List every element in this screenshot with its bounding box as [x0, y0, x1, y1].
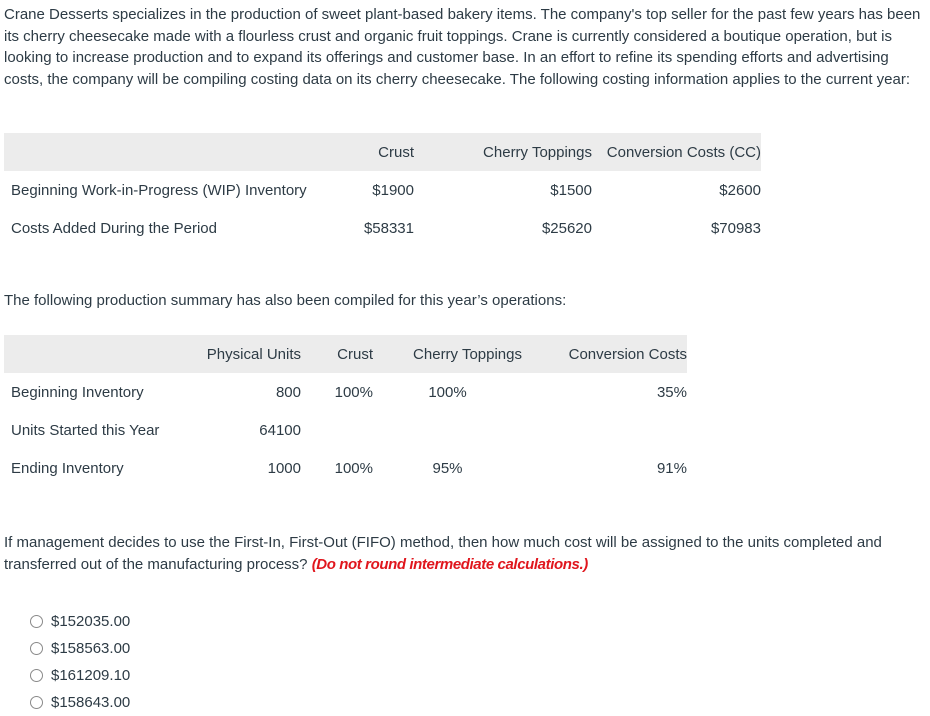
- table-row: [4, 373, 687, 411]
- radio-button[interactable]: [30, 669, 43, 682]
- toppings-pct: 100%: [428, 383, 467, 401]
- costing-header-blank: [4, 133, 334, 171]
- toppings-value: $25620: [541, 219, 592, 237]
- table-row: [4, 209, 761, 247]
- production-header-conversion: Conversion Costs: [522, 335, 687, 373]
- units-value: 64100: [259, 421, 301, 439]
- costing-header-crust: Crust: [334, 133, 414, 171]
- crust-pct: 100%: [334, 383, 373, 401]
- production-header-toppings: Cherry Toppings: [373, 335, 522, 373]
- option-label[interactable]: $161209.10: [51, 667, 131, 684]
- units-value: 800: [275, 383, 301, 401]
- row-label: Beginning Inventory: [11, 383, 144, 401]
- answer-option[interactable]: [30, 608, 130, 635]
- answer-option[interactable]: [30, 689, 130, 716]
- costing-table: [4, 133, 761, 247]
- question-text: [4, 532, 926, 576]
- question-body: If management decides to use the First-In, First-Out (FIFO) method, then how much cost will be assigned to the units completed and transferred out of the manufacturing process?: [4, 534, 882, 573]
- toppings-pct: [373, 411, 522, 449]
- conversion-pct: 91%: [656, 459, 687, 477]
- crust-pct: 100%: [334, 459, 373, 477]
- answer-option[interactable]: [30, 635, 130, 662]
- table-row: [4, 411, 687, 449]
- production-header-units: Physical Units: [194, 335, 301, 373]
- row-label: Ending Inventory: [11, 459, 124, 477]
- costing-table-header: [4, 133, 761, 171]
- production-table-header: [4, 335, 687, 373]
- rounding-note: (Do not round intermediate calculations.): [311, 556, 588, 573]
- conversion-value: $2600: [719, 181, 761, 199]
- production-header-crust: Crust: [301, 335, 373, 373]
- costing-header-toppings: Cherry Toppings: [414, 133, 592, 171]
- option-label[interactable]: $158643.00: [51, 694, 131, 711]
- option-label[interactable]: $152035.00: [51, 613, 131, 630]
- answer-options: [30, 608, 130, 716]
- conversion-pct: 35%: [656, 383, 687, 401]
- toppings-value: $1500: [550, 181, 592, 199]
- costing-header-conversion: Conversion Costs (CC): [592, 133, 761, 171]
- toppings-pct: 95%: [432, 459, 463, 477]
- production-summary-table: [4, 335, 687, 487]
- crust-pct: [301, 411, 373, 449]
- row-label: Units Started this Year: [11, 421, 160, 439]
- crust-value: $58331: [363, 219, 414, 237]
- answer-option[interactable]: [30, 662, 130, 689]
- crust-value: $1900: [372, 181, 414, 199]
- production-header-blank: [4, 335, 194, 373]
- problem-intro: Crane Desserts specializes in the production of sweet plant-based bakery items. The company's top seller for the past few years has been its cherry cheesecake made with a flourless crust and organic fruit toppings. Crane is currently considered a boutique operation, but is looking to increase production and to expand its offerings and customer base. In an effort to refine its spending efforts and advertising costs, the company will be compiling costing data on its cherry cheesecake. The following costing information applies to the current year:: [4, 6, 921, 88]
- radio-button[interactable]: [30, 642, 43, 655]
- table-row: [4, 171, 761, 209]
- conversion-value: $70983: [710, 219, 761, 237]
- production-summary-intro: The following production summary has also been compiled for this year’s operations:: [4, 292, 567, 309]
- radio-button[interactable]: [30, 615, 43, 628]
- units-value: 1000: [267, 459, 301, 477]
- row-label: Costs Added During the Period: [11, 219, 217, 237]
- radio-button[interactable]: [30, 696, 43, 709]
- option-label[interactable]: $158563.00: [51, 640, 131, 657]
- row-label: Beginning Work-in-Progress (WIP) Inventory: [11, 181, 307, 199]
- table-row: [4, 449, 687, 487]
- conversion-pct: [522, 411, 687, 449]
